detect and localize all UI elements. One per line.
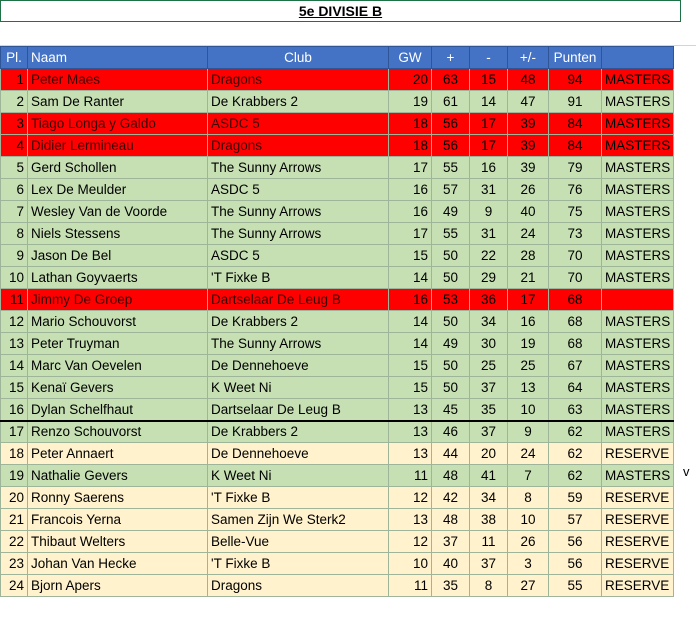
cell-minus[interactable]: 14 <box>470 91 508 113</box>
cell-status[interactable]: RESERVE <box>602 443 674 465</box>
cell-plus[interactable]: 50 <box>432 355 470 377</box>
header-gw[interactable]: GW <box>389 47 432 69</box>
cell-pl[interactable]: 8 <box>1 223 28 245</box>
cell-gw[interactable]: 15 <box>389 245 432 267</box>
cell-punten[interactable]: 84 <box>549 135 602 157</box>
cell-diff[interactable]: 8 <box>508 487 549 509</box>
cell-punten[interactable]: 75 <box>549 201 602 223</box>
cell-club[interactable]: De Krabbers 2 <box>208 421 389 443</box>
cell-club[interactable]: De Krabbers 2 <box>208 91 389 113</box>
cell-pl[interactable]: 1 <box>1 69 28 91</box>
cell-gw[interactable]: 15 <box>389 355 432 377</box>
cell-gw[interactable]: 14 <box>389 333 432 355</box>
cell-gw[interactable]: 13 <box>389 443 432 465</box>
cell-plus[interactable]: 48 <box>432 465 470 487</box>
cell-status[interactable]: MASTERS <box>602 399 674 421</box>
cell-status[interactable] <box>602 289 674 311</box>
cell-minus[interactable]: 29 <box>470 267 508 289</box>
cell-minus[interactable]: 38 <box>470 509 508 531</box>
header-empty-cell[interactable] <box>602 47 674 69</box>
sheet-title: 5e DIVISIE B <box>298 3 383 19</box>
cell-punten[interactable]: 62 <box>549 421 602 443</box>
cell-gw[interactable]: 19 <box>389 91 432 113</box>
cell-punten[interactable]: 55 <box>549 575 602 597</box>
table-row <box>1 245 674 267</box>
cell-diff[interactable]: 25 <box>508 355 549 377</box>
header-plus[interactable]: + <box>432 47 470 69</box>
cell-punten[interactable]: 76 <box>549 179 602 201</box>
cell-naam[interactable]: Nathalie Gevers <box>28 465 208 487</box>
cell-diff[interactable]: 19 <box>508 333 549 355</box>
cell-club[interactable]: 'T Fixke B <box>208 553 389 575</box>
cell-club[interactable]: ASDC 5 <box>208 245 389 267</box>
empty-grid-row[interactable] <box>0 22 696 46</box>
cell-status[interactable]: RESERVE <box>602 553 674 575</box>
cell-status[interactable]: MASTERS <box>602 135 674 157</box>
cell-gw[interactable]: 15 <box>389 377 432 399</box>
cell-plus[interactable]: 50 <box>432 377 470 399</box>
header-row <box>1 47 674 69</box>
cell-punten[interactable]: 59 <box>549 487 602 509</box>
cell-punten[interactable]: 73 <box>549 223 602 245</box>
cell-club[interactable]: Dartselaar De Leug B <box>208 289 389 311</box>
cell-club[interactable]: Dartselaar De Leug B <box>208 399 389 421</box>
cell-club[interactable]: De Dennehoeve <box>208 355 389 377</box>
table-row <box>1 575 674 597</box>
cell-diff[interactable]: 21 <box>508 267 549 289</box>
header-naam[interactable]: Naam <box>28 47 208 69</box>
cell-punten[interactable]: 62 <box>549 443 602 465</box>
table-row <box>1 377 674 399</box>
cell-minus[interactable]: 37 <box>470 377 508 399</box>
cell-plus[interactable]: 37 <box>432 531 470 553</box>
cell-status[interactable]: MASTERS <box>602 465 674 487</box>
cell-minus[interactable]: 20 <box>470 443 508 465</box>
cell-naam[interactable]: Niels Stessens <box>28 223 208 245</box>
cell-minus[interactable]: 8 <box>470 575 508 597</box>
cell-pl[interactable]: 13 <box>1 333 28 355</box>
cell-gw[interactable]: 11 <box>389 465 432 487</box>
cell-minus[interactable]: 11 <box>470 531 508 553</box>
cell-minus[interactable]: 22 <box>470 245 508 267</box>
cell-status[interactable]: MASTERS <box>602 223 674 245</box>
cell-status[interactable]: MASTERS <box>602 333 674 355</box>
cell-status[interactable]: MASTERS <box>602 421 674 443</box>
cell-gw[interactable]: 18 <box>389 135 432 157</box>
cell-plus[interactable]: 50 <box>432 245 470 267</box>
cell-pl[interactable]: 2 <box>1 91 28 113</box>
cell-punten[interactable]: 56 <box>549 531 602 553</box>
cell-gw[interactable]: 14 <box>389 267 432 289</box>
cell-diff[interactable]: 16 <box>508 311 549 333</box>
table-row <box>1 201 674 223</box>
cell-pl[interactable]: 3 <box>1 113 28 135</box>
header-pl[interactable]: Pl. <box>1 47 28 69</box>
cell-club[interactable]: K Weet Ni <box>208 377 389 399</box>
cell-punten[interactable]: 79 <box>549 157 602 179</box>
cell-status[interactable]: RESERVE <box>602 531 674 553</box>
cell-diff[interactable]: 40 <box>508 201 549 223</box>
table-row <box>1 509 674 531</box>
cell-naam[interactable]: Kenaï Gevers <box>28 377 208 399</box>
cell-club[interactable]: K Weet Ni <box>208 465 389 487</box>
cell-gw[interactable]: 16 <box>389 289 432 311</box>
cell-minus[interactable]: 35 <box>470 399 508 421</box>
cell-naam[interactable]: Wesley Van de Voorde <box>28 201 208 223</box>
header-club[interactable]: Club <box>208 47 389 69</box>
cell-gw[interactable]: 17 <box>389 157 432 179</box>
table-row <box>1 69 674 91</box>
cell-status[interactable]: MASTERS <box>602 69 674 91</box>
cell-punten[interactable]: 70 <box>549 245 602 267</box>
cell-status[interactable]: MASTERS <box>602 179 674 201</box>
cell-club[interactable]: 'T Fixke B <box>208 487 389 509</box>
cell-diff[interactable]: 47 <box>508 91 549 113</box>
cell-status[interactable]: MASTERS <box>602 113 674 135</box>
cell-club[interactable]: Samen Zijn We Sterk2 <box>208 509 389 531</box>
cell-plus[interactable]: 48 <box>432 509 470 531</box>
table-row <box>1 179 674 201</box>
side-mark: v <box>683 464 690 479</box>
table-row <box>1 135 674 157</box>
cell-minus[interactable]: 9 <box>470 201 508 223</box>
cell-naam[interactable]: Gerd Schollen <box>28 157 208 179</box>
cell-punten[interactable]: 63 <box>549 399 602 421</box>
cell-status[interactable]: MASTERS <box>602 91 674 113</box>
cell-punten[interactable]: 68 <box>549 311 602 333</box>
cell-punten[interactable]: 57 <box>549 509 602 531</box>
table-row <box>1 421 674 443</box>
cell-punten[interactable]: 56 <box>549 553 602 575</box>
cell-gw[interactable]: 14 <box>389 311 432 333</box>
cell-naam[interactable]: Peter Truyman <box>28 333 208 355</box>
cell-naam[interactable]: Tiago Longa y Galdo <box>28 113 208 135</box>
cell-naam[interactable]: Renzo Schouvorst <box>28 421 208 443</box>
cell-plus[interactable]: 50 <box>432 311 470 333</box>
table-row <box>1 465 674 487</box>
cell-naam[interactable]: Dylan Schelfhaut <box>28 399 208 421</box>
table-row <box>1 553 674 575</box>
cell-diff[interactable]: 39 <box>508 113 549 135</box>
cell-pl[interactable]: 12 <box>1 311 28 333</box>
cell-minus[interactable]: 37 <box>470 421 508 443</box>
cell-plus[interactable]: 45 <box>432 399 470 421</box>
cell-minus[interactable]: 16 <box>470 157 508 179</box>
cell-minus[interactable]: 36 <box>470 289 508 311</box>
cell-diff[interactable]: 48 <box>508 69 549 91</box>
cell-diff[interactable]: 28 <box>508 245 549 267</box>
cell-gw[interactable]: 12 <box>389 531 432 553</box>
cell-gw[interactable]: 16 <box>389 201 432 223</box>
cell-punten[interactable]: 91 <box>549 91 602 113</box>
header-minus[interactable]: - <box>470 47 508 69</box>
table-row <box>1 531 674 553</box>
cell-naam[interactable]: Marc Van Oevelen <box>28 355 208 377</box>
cell-club[interactable]: The Sunny Arrows <box>208 157 389 179</box>
cell-status[interactable]: MASTERS <box>602 201 674 223</box>
cell-diff[interactable]: 39 <box>508 157 549 179</box>
table-row <box>1 355 674 377</box>
cell-gw[interactable]: 13 <box>389 399 432 421</box>
cell-naam[interactable]: Lex De Meulder <box>28 179 208 201</box>
cell-gw[interactable]: 13 <box>389 509 432 531</box>
table-row <box>1 311 674 333</box>
cell-pl[interactable]: 11 <box>1 289 28 311</box>
cell-plus[interactable]: 53 <box>432 289 470 311</box>
cell-naam[interactable]: Sam De Ranter <box>28 91 208 113</box>
cell-minus[interactable]: 31 <box>470 179 508 201</box>
cell-gw[interactable]: 10 <box>389 553 432 575</box>
cell-pl[interactable]: 17 <box>1 421 28 443</box>
cell-punten[interactable]: 70 <box>549 267 602 289</box>
cell-gw[interactable]: 16 <box>389 179 432 201</box>
cell-diff[interactable]: 26 <box>508 179 549 201</box>
cell-diff[interactable]: 7 <box>508 465 549 487</box>
header-punten[interactable]: Punten <box>549 47 602 69</box>
table-row <box>1 399 674 421</box>
cell-plus[interactable]: 35 <box>432 575 470 597</box>
cell-diff[interactable]: 10 <box>508 509 549 531</box>
cell-naam[interactable]: Peter Maes <box>28 69 208 91</box>
cell-pl[interactable]: 5 <box>1 157 28 179</box>
cell-minus[interactable]: 17 <box>470 135 508 157</box>
cell-minus[interactable]: 34 <box>470 311 508 333</box>
cell-club[interactable]: De Dennehoeve <box>208 443 389 465</box>
cell-pl[interactable]: 20 <box>1 487 28 509</box>
cell-punten[interactable]: 68 <box>549 289 602 311</box>
table-row <box>1 289 674 311</box>
cell-pl[interactable]: 21 <box>1 509 28 531</box>
cell-gw[interactable]: 18 <box>389 113 432 135</box>
cell-pl[interactable]: 7 <box>1 201 28 223</box>
cell-naam[interactable]: Jason De Bel <box>28 245 208 267</box>
cell-naam[interactable]: Didier Lermineau <box>28 135 208 157</box>
cell-minus[interactable]: 17 <box>470 113 508 135</box>
cell-pl[interactable]: 23 <box>1 553 28 575</box>
cell-diff[interactable]: 27 <box>508 575 549 597</box>
table-row <box>1 91 674 113</box>
cell-club[interactable]: The Sunny Arrows <box>208 223 389 245</box>
header-diff[interactable]: +/- <box>508 47 549 69</box>
cell-diff[interactable]: 10 <box>508 399 549 421</box>
cell-diff[interactable]: 26 <box>508 531 549 553</box>
cell-pl[interactable]: 24 <box>1 575 28 597</box>
cell-naam[interactable]: Lathan Goyvaerts <box>28 267 208 289</box>
cell-club[interactable]: ASDC 5 <box>208 113 389 135</box>
cell-status[interactable]: MASTERS <box>602 377 674 399</box>
cell-status[interactable]: RESERVE <box>602 487 674 509</box>
cell-plus[interactable]: 55 <box>432 223 470 245</box>
cell-status[interactable]: MASTERS <box>602 245 674 267</box>
cell-punten[interactable]: 62 <box>549 465 602 487</box>
table-row <box>1 487 674 509</box>
cell-pl[interactable]: 4 <box>1 135 28 157</box>
table-row <box>1 267 674 289</box>
cell-naam[interactable]: Jimmy De Groep <box>28 289 208 311</box>
cell-pl[interactable]: 16 <box>1 399 28 421</box>
cell-punten[interactable]: 94 <box>549 69 602 91</box>
cell-plus[interactable]: 49 <box>432 201 470 223</box>
cell-gw[interactable]: 20 <box>389 69 432 91</box>
table-row <box>1 223 674 245</box>
cell-plus[interactable]: 55 <box>432 157 470 179</box>
table-row <box>1 333 674 355</box>
cell-plus[interactable]: 40 <box>432 553 470 575</box>
cell-naam[interactable]: Peter Annaert <box>28 443 208 465</box>
cell-minus[interactable]: 37 <box>470 553 508 575</box>
cell-club[interactable]: The Sunny Arrows <box>208 333 389 355</box>
cell-gw[interactable]: 13 <box>389 421 432 443</box>
cell-status[interactable]: RESERVE <box>602 575 674 597</box>
cell-diff[interactable]: 9 <box>508 421 549 443</box>
cell-status[interactable]: MASTERS <box>602 311 674 333</box>
cell-pl[interactable]: 10 <box>1 267 28 289</box>
cell-pl[interactable]: 22 <box>1 531 28 553</box>
cell-pl[interactable]: 14 <box>1 355 28 377</box>
cell-diff[interactable]: 13 <box>508 377 549 399</box>
cell-diff[interactable]: 17 <box>508 289 549 311</box>
cell-naam[interactable]: Thibaut Welters <box>28 531 208 553</box>
cell-pl[interactable]: 15 <box>1 377 28 399</box>
cell-plus[interactable]: 49 <box>432 333 470 355</box>
cell-club[interactable]: Dragons <box>208 135 389 157</box>
cell-minus[interactable]: 15 <box>470 69 508 91</box>
cell-gw[interactable]: 11 <box>389 575 432 597</box>
cell-minus[interactable]: 25 <box>470 355 508 377</box>
cell-club[interactable]: Belle-Vue <box>208 531 389 553</box>
cell-diff[interactable]: 24 <box>508 443 549 465</box>
cell-status[interactable]: MASTERS <box>602 157 674 179</box>
cell-punten[interactable]: 67 <box>549 355 602 377</box>
cell-gw[interactable]: 12 <box>389 487 432 509</box>
cell-naam[interactable]: Ronny Saerens <box>28 487 208 509</box>
cell-punten[interactable]: 84 <box>549 113 602 135</box>
cell-minus[interactable]: 30 <box>470 333 508 355</box>
cell-minus[interactable]: 41 <box>470 465 508 487</box>
cell-club[interactable]: De Krabbers 2 <box>208 311 389 333</box>
cell-plus[interactable]: 57 <box>432 179 470 201</box>
cell-diff[interactable]: 24 <box>508 223 549 245</box>
cell-punten[interactable]: 68 <box>549 333 602 355</box>
cell-plus[interactable]: 56 <box>432 135 470 157</box>
cell-pl[interactable]: 18 <box>1 443 28 465</box>
standings-table <box>0 46 674 597</box>
cell-plus[interactable]: 42 <box>432 487 470 509</box>
cell-club[interactable]: Dragons <box>208 69 389 91</box>
cell-plus[interactable]: 50 <box>432 267 470 289</box>
cell-club[interactable]: The Sunny Arrows <box>208 201 389 223</box>
cell-plus[interactable]: 61 <box>432 91 470 113</box>
cell-plus[interactable]: 56 <box>432 113 470 135</box>
cell-pl[interactable]: 19 <box>1 465 28 487</box>
cell-plus[interactable]: 44 <box>432 443 470 465</box>
table-row <box>1 157 674 179</box>
cell-minus[interactable]: 31 <box>470 223 508 245</box>
cell-pl[interactable]: 6 <box>1 179 28 201</box>
cell-club[interactable]: Dragons <box>208 575 389 597</box>
cell-gw[interactable]: 17 <box>389 223 432 245</box>
cell-naam[interactable]: Francois Yerna <box>28 509 208 531</box>
cell-status[interactable]: RESERVE <box>602 509 674 531</box>
cell-minus[interactable]: 34 <box>470 487 508 509</box>
cell-pl[interactable]: 9 <box>1 245 28 267</box>
cell-club[interactable]: 'T Fixke B <box>208 267 389 289</box>
cell-punten[interactable]: 64 <box>549 377 602 399</box>
cell-plus[interactable]: 63 <box>432 69 470 91</box>
cell-club[interactable]: ASDC 5 <box>208 179 389 201</box>
cell-naam[interactable]: Bjorn Apers <box>28 575 208 597</box>
cell-plus[interactable]: 46 <box>432 421 470 443</box>
table-row <box>1 113 674 135</box>
cell-naam[interactable]: Mario Schouvorst <box>28 311 208 333</box>
cell-naam[interactable]: Johan Van Hecke <box>28 553 208 575</box>
table-row <box>1 443 674 465</box>
cell-status[interactable]: MASTERS <box>602 355 674 377</box>
cell-diff[interactable]: 39 <box>508 135 549 157</box>
cell-diff[interactable]: 3 <box>508 553 549 575</box>
cell-status[interactable]: MASTERS <box>602 267 674 289</box>
